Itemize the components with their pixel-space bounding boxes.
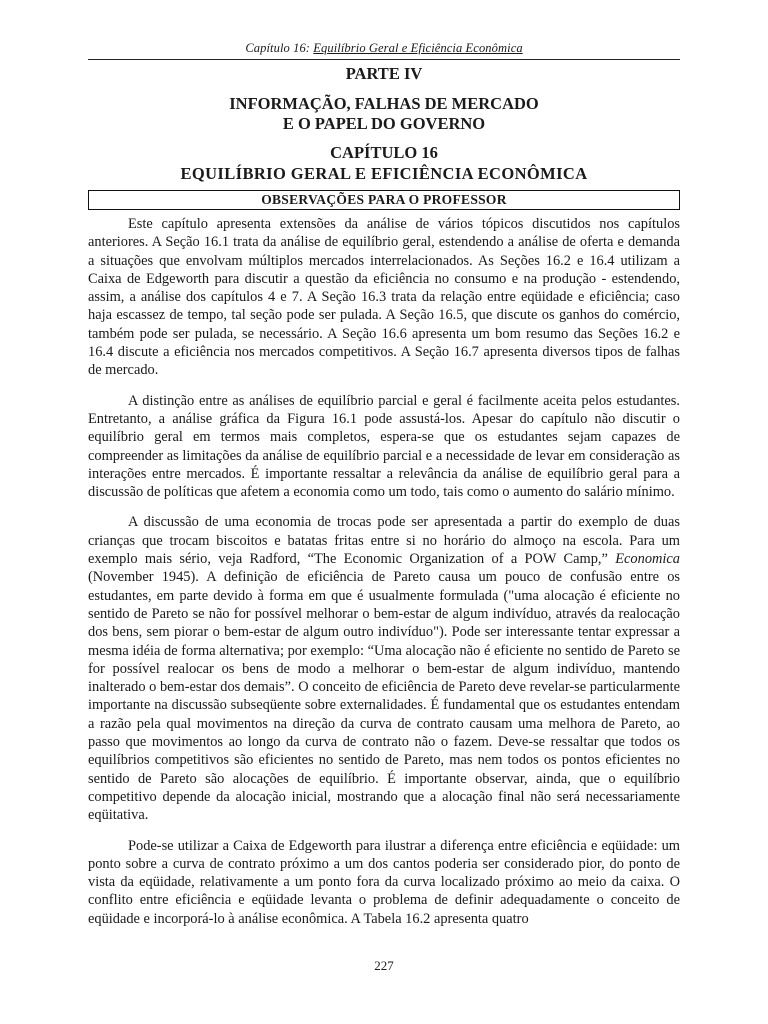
- part-title: PARTE IV: [345, 64, 423, 83]
- paragraph-3-text-before: A discussão de uma economia de trocas pode ser apresentada a partir do exemplo de duas crianças que trocam biscoitos e batatas fritas entre si no horário do almoço na escola. Para um exemplo mais sério, veja Radford, “The Economic Organization of a POW Camp,”: [88, 514, 680, 568]
- section-title: [88, 94, 680, 134]
- chapter-number: CAPÍTULO 16: [330, 143, 438, 162]
- running-header-prefix: Capítulo 16:: [245, 41, 314, 55]
- section-title-line-2: E O PAPEL DO GOVERNO: [282, 114, 486, 133]
- paragraph-3: [88, 513, 680, 824]
- body-text: [88, 215, 680, 928]
- page-number: 227: [374, 958, 394, 973]
- teacher-notes-heading: OBSERVAÇÕES PARA O PROFESSOR: [88, 190, 680, 210]
- paragraph-4: Pode-se utilizar a Caixa de Edgeworth para ilustrar a diferença entre eficiência e eqüidade: um ponto sobre a curva de contrato próximo a um dos cantos poderia ser considerado pior, do ponto de vista da eqüidade, relativamente a um ponto fora da curva localizado próximo ao meio da caixa. O conflito entre eficiência e eqüidade levanta o problema de definir adequadamente o conceito de eqüidade e incorporá-lo à análise econômica. A Tabela 16.2 apresenta quatro: [88, 837, 680, 927]
- paragraph-3-text-after: (November 1945). A definição de eficiência de Pareto causa um pouco de confusão entre os estudantes, em parte devido à forma em que é usualmente formulada ("uma alocação é eficiente no sentido de Pareto se não for possível melhorar o bem-estar de algum indivíduo, através da realocação dos bens, sem piorar o bem-estar de algum outro indivíduo"). Pode ser interessante tentar expressar a mesma idéia de forma alternativa; por exemplo: “Uma alocação não é eficiente no sentido de Pareto se for possível realocar os bens de modo a melhorar o bem-estar de algum indivíduo, mantendo inalterado o bem-estar dos demais”. O conceito de eficiência de Pareto deve revelar-se particularmente importante na discussão subseqüente sobre externalidades. É fundamental que os estudantes entendam a razão pela qual movimentos na direção da curva de contrato causam uma melhora de Pareto, ao passo que movimentos ao longo da curva de contrato não o fazem. Deve-se ressaltar que todos os equilíbrios competitivos são eficientes no sentido de Pareto, mas nem todos os pontos eficientes no sentido de Pareto são alocações de equilíbrio. É importante observar, ainda, que o equilíbrio competitivo depende da alocação inicial, mostrando que a alocação final não será necessariamente eqüitativa.: [88, 569, 680, 824]
- page: [88, 40, 680, 928]
- section-title-line-1: INFORMAÇÃO, FALHAS DE MERCADO: [229, 94, 539, 113]
- paragraph-1: Este capítulo apresenta extensões da análise de vários tópicos discutidos nos capítulos anteriores. A Seção 16.1 trata da análise de equilíbrio geral, estendendo a análise de oferta e demanda a situações que envolvam múltiplos mercados interrelacionados. As Seções 16.2 e 16.4 utilizam a Caixa de Edgeworth para discutir a questão da eficiência no consumo e na produção - estendendo, assim, a análise dos capítulos 4 e 7. A Seção 16.3 trata da relação entre eqüidade e eficiência; caso haja escassez de tempo, tal seção pode ser pulada. A Seção 16.5, que discute os ganhos do comércio, também pode ser pulada, se necessário. A Seção 16.6 apresenta um bom resumo das Seções 16.2 e 16.4 discute a eficiência nos mercados competitivos. A Seção 16.7 apresenta diversos tipos de falhas de mercado.: [88, 216, 680, 379]
- running-header: [88, 40, 680, 60]
- journal-title: Economica: [615, 551, 680, 568]
- paragraph-2: A distinção entre as análises de equilíbrio parcial e geral é facilmente aceita pelos estudantes. Entretanto, a análise gráfica da Figura 16.1 pode assustá-los. Apesar do capítulo não discutir o equilíbrio geral em termos mais completos, espera-se que os estudantes sejam capazes de compreender as limitações da análise de equilíbrio parcial e a necessidade de levar em consideração as interações entre mercados. É importante ressaltar a relevância da análise de equilíbrio geral para a discussão de políticas que afetem a economia como um todo, tais como o aumento do salário mínimo.: [88, 392, 680, 501]
- running-header-title: Equilíbrio Geral e Eficiência Econômica: [313, 41, 523, 55]
- chapter-title: EQUILÍBRIO GERAL E EFICIÊNCIA ECONÔMICA: [180, 164, 588, 183]
